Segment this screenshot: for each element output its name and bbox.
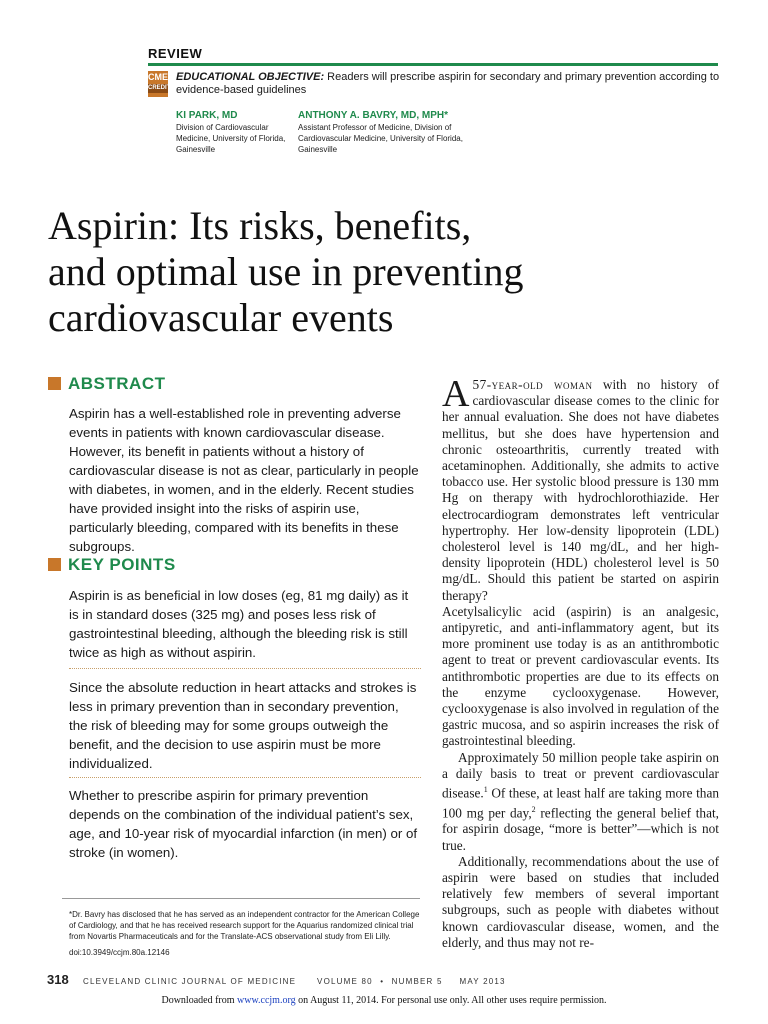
header-rule xyxy=(148,63,718,66)
article-title xyxy=(48,203,648,341)
disclosure-footnote: *Dr. Bavry has disclosed that he has served as an independent contractor for the American College of Cardiology, and that he has received research support for the Aquarius randomized clinical trial from Novartis Pharmaceuticals and for the Translate-ACS observational study from Eli Lilly. xyxy=(69,910,420,941)
heading-square-icon xyxy=(48,558,61,571)
key-point-divider xyxy=(69,668,421,669)
download-text: Downloaded from xyxy=(161,995,238,1006)
title-line-1: Aspirin: Its risks, benefits, xyxy=(48,203,472,248)
reference-2[interactable]: 2 xyxy=(531,804,536,814)
body-paragraph-3 xyxy=(442,750,719,854)
educational-objective xyxy=(176,71,721,97)
ccjm-link[interactable]: www.ccjm.org xyxy=(237,995,296,1006)
journal-name: CLEVELAND CLINIC JOURNAL OF MEDICINE xyxy=(83,977,297,986)
key-point-divider xyxy=(69,777,421,778)
body-paragraph-2: Acetylsalicylic acid (aspirin) is an analgesic, antipyretic, and anti-inflammatory agent, but its more prominent use today is as an antithrombotic agent to treat or prevent cardiovascular events. Its antithrombotic properties are due to its effects on the enzyme cyclooxygenase. However, cyclooxygenase is also involved in regulation of the gastric mucosa, and so aspirin increases the risk of gastrointestinal bleeding. xyxy=(442,603,719,749)
page-number: 318 xyxy=(47,972,69,987)
cme-badge-sub: CREDIT xyxy=(148,85,171,91)
journal-date: MAY 2013 xyxy=(459,977,506,986)
article-body xyxy=(442,373,720,951)
section-label: REVIEW xyxy=(148,46,203,61)
paragraph-text: Of these, at least half are taking more than 100 mg per day, xyxy=(442,785,719,821)
objective-label: EDUCATIONAL OBJECTIVE: xyxy=(176,71,325,83)
download-notice xyxy=(0,995,768,1006)
abstract-text: Aspirin has a well-established role in preventing adverse events in patients with known cardiovascular disease. However, its benefit in patients without a history of cardiovascular disease is not as clear, particularly in people with diabetes, in women, and in the elderly. Recent studies have provided insight into the risks of aspirin use, particularly bleeding, compared with its benefits in these subgroups. xyxy=(69,406,419,554)
abstract-heading xyxy=(48,374,166,394)
key-point-3: Whether to prescribe aspirin for primary prevention depends on the combination of the individual patient’s sex, age, and 10-year risk of myocardial infarction (in men) or of stroke (in women). xyxy=(69,788,418,860)
author-block-1 xyxy=(176,110,294,155)
author-affiliation: Division of Cardiovascular Medicine, University of Florida, Gainesville xyxy=(176,123,286,154)
reference-1[interactable]: 1 xyxy=(483,785,488,795)
objective-text: Readers will prescribe aspirin for secondary and primary prevention according to evidence-based guidelines xyxy=(176,71,720,96)
lead-smallcaps: 57-year-old woman xyxy=(472,377,593,392)
key-point-2: Since the absolute reduction in heart attacks and strokes is less in primary prevention than in secondary prevention, the risk of bleeding may for some groups outweigh the benefit, and the decision to use aspirin must be more individualized. xyxy=(69,680,417,771)
cme-credit-badge xyxy=(148,71,171,97)
footer-bullet: • xyxy=(380,977,385,986)
abstract-heading-text: ABSTRACT xyxy=(68,374,166,393)
cme-badge-label: CME xyxy=(148,72,168,82)
author-name: ANTHONY A. BAVRY, MD, MPH* xyxy=(298,110,449,121)
heading-square-icon xyxy=(48,377,61,390)
paragraph-text: reflecting the general belief that, for aspirin dosage, “more is better”—which is not true. xyxy=(442,805,720,853)
author-affiliation: Assistant Professor of Medicine, Division of Cardiovascular Medicine, University of Florida, Gainesville xyxy=(298,123,463,154)
body-paragraph-1 xyxy=(442,373,720,604)
key-point-1: Aspirin is as beneficial in low doses (eg, 81 mg daily) as it is in standard doses (325 mg) and poses less risk of gastrointestinal bleeding, although the bleeding risk is still twice as high as without aspirin. xyxy=(69,588,409,660)
doi: doi:10.3949/ccjm.80a.12146 xyxy=(69,948,170,957)
body-paragraph-4: Additionally, recommendations about the use of aspirin were based on studies that included relatively few members of several important subgroups, such as people with diabetes without known cardiovascular disease, women, and the elderly, and thus may not re- xyxy=(442,853,719,950)
journal-volume: VOLUME 80 xyxy=(317,977,373,986)
journal-number: NUMBER 5 xyxy=(391,977,443,986)
title-line-2: and optimal use in preventing xyxy=(48,249,524,294)
journal-footer xyxy=(83,977,506,986)
author-name: KI PARK, MD xyxy=(176,110,238,121)
paragraph-text: Approximately 50 million people take aspirin on a daily basis to treat or prevent cardiovascular disease. xyxy=(442,749,719,801)
footnote-rule xyxy=(62,898,420,899)
key-points-heading-text: KEY POINTS xyxy=(68,555,176,574)
key-points-heading xyxy=(48,555,176,575)
download-text: on August 11, 2014. For personal use only. All other uses require permission. xyxy=(295,995,607,1006)
drop-cap: A xyxy=(442,373,470,415)
paragraph-text: with no history of cardiovascular disease comes to the clinic for her annual evaluation. She does not have diabetes mellitus, but she does have hypertension and chronic osteoarthritis, currently treated with acetaminophen. Additionally, she admits to active tobacco use. Her systolic blood pressure is 130 mm Hg on therapy with hydrochlorothiazide. Her electrocardiogram demonstrates left ventricular hypertrophy. Her low-density lipoprotein (LDL) cholesterol level is 140 mg/dL, and her high-density lipoprotein (HDL) cholesterol level is 50 mg/dL. Should this patient be started on aspirin therapy? xyxy=(442,377,720,603)
title-line-3: cardiovascular events xyxy=(48,295,394,340)
author-block-2 xyxy=(298,110,498,155)
